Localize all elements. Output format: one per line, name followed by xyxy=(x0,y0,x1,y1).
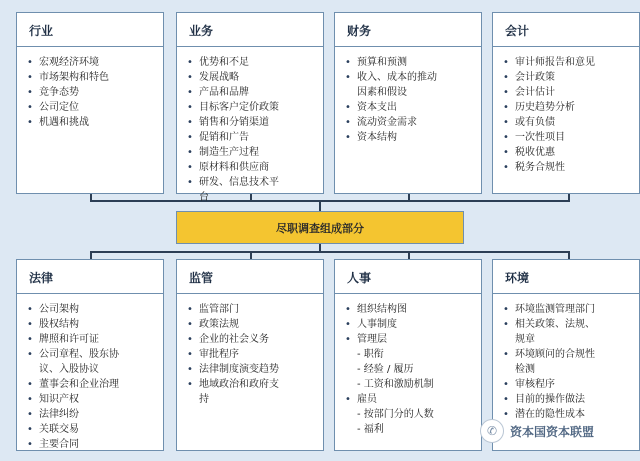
due-diligence-components-box: 尽职调查组成部分 xyxy=(176,211,464,244)
finance-box xyxy=(334,12,482,194)
hr-box xyxy=(334,259,482,451)
top-connector-drop-4 xyxy=(568,194,570,202)
list-item: • 牌照和许可证 xyxy=(27,332,163,347)
box-list xyxy=(493,294,639,422)
list-item: • 竞争态势 xyxy=(27,85,163,100)
box-list xyxy=(177,47,323,205)
list-item: • 潜在的隐性成本 xyxy=(503,407,639,422)
list-item: • 公司定位 xyxy=(27,100,163,115)
list-item: • 主要合同 xyxy=(27,437,163,452)
list-item: • 优势和不足 xyxy=(187,55,323,70)
watermark xyxy=(480,418,638,444)
box-title: 财务 xyxy=(335,13,481,47)
box-title: 行业 xyxy=(17,13,163,47)
list-item: • 知识产权 xyxy=(27,392,163,407)
list-item: • 关联交易 xyxy=(27,422,163,437)
box-list xyxy=(493,47,639,175)
list-item: • 环境顾问的合规性 检测 xyxy=(503,347,639,377)
list-item: • 会计政策 xyxy=(503,70,639,85)
list-item: • 法律纠纷 xyxy=(27,407,163,422)
list-item: • 相关政策、法规、 规章 xyxy=(503,317,639,347)
list-item: • 研发、信息技术平 台 xyxy=(187,175,323,205)
list-item: • 收入、成本的推动 因素和假设 xyxy=(345,70,481,100)
box-title: 人事 xyxy=(335,260,481,294)
list-item: • 资本结构 xyxy=(345,130,481,145)
top-connector-drop-1 xyxy=(90,194,92,202)
list-item: • 预算和预测 xyxy=(345,55,481,70)
list-item: • 税收优惠 xyxy=(503,145,639,160)
list-item: • 发展战略 xyxy=(187,70,323,85)
list-item: • 制造生产过程 xyxy=(187,145,323,160)
bottom-connector-drop-1 xyxy=(90,251,92,259)
list-item: • 地域政治和政府支 持 xyxy=(187,377,323,407)
bottom-connector-line xyxy=(90,251,568,253)
list-item: - 按部门分的人数 xyxy=(357,409,434,420)
list-item: • 原材料和供应商 xyxy=(187,160,323,175)
list-item: • 目前的操作做法 xyxy=(503,392,639,407)
list-item: • 董事会和企业治理 xyxy=(27,377,163,392)
list-item: - 职衔 xyxy=(357,349,384,360)
list-item: • 会计估计 xyxy=(503,85,639,100)
box-title: 监管 xyxy=(177,260,323,294)
list-item: • 公司架构 xyxy=(27,302,163,317)
list-item: • 人事制度 xyxy=(345,317,481,332)
list-item: • 历史趋势分析 xyxy=(503,100,639,115)
list-item: • 产品和品牌 xyxy=(187,85,323,100)
list-item: • 公司章程、股东协 议、入股协议 xyxy=(27,347,163,377)
box-list xyxy=(17,47,163,130)
box-list xyxy=(335,294,481,437)
list-item: • 法律制度演变趋势 xyxy=(187,362,323,377)
list-item: • 税务合规性 xyxy=(503,160,639,175)
industry-box xyxy=(16,12,164,194)
list-item: • 组织结构图 xyxy=(345,302,481,317)
box-title: 会计 xyxy=(493,13,639,47)
list-item: • 流动资金需求 xyxy=(345,115,481,130)
accounting-box xyxy=(492,12,640,194)
list-item: • 资本支出 xyxy=(345,100,481,115)
list-item: • 管理层 xyxy=(345,332,481,347)
list-item: • 市场架构和特色 xyxy=(27,70,163,85)
list-item: • 审计师报告和意见 xyxy=(503,55,639,70)
list-item: • 股权结构 xyxy=(27,317,163,332)
list-item: • 环境监测管理部门 xyxy=(503,302,639,317)
list-item: - 经验 / 履历 xyxy=(357,364,414,375)
box-list xyxy=(335,47,481,145)
list-item: • 企业的社会义务 xyxy=(187,332,323,347)
top-connector-line xyxy=(90,200,568,202)
list-item: • 促销和广告 xyxy=(187,130,323,145)
list-item: • 政策法规 xyxy=(187,317,323,332)
list-item: • 宏观经济环境 xyxy=(27,55,163,70)
list-item: - 福利 xyxy=(357,424,384,435)
list-item: • 监管部门 xyxy=(187,302,323,317)
list-item: • 机遇和挑战 xyxy=(27,115,163,130)
list-item: • 目标客户定价政策 xyxy=(187,100,323,115)
business-box xyxy=(176,12,324,203)
list-item: - 工资和激励机制 xyxy=(357,379,434,390)
box-title: 法律 xyxy=(17,260,163,294)
list-item: • 雇员 xyxy=(345,392,481,407)
box-list xyxy=(17,294,163,452)
list-item: • 审核程序 xyxy=(503,377,639,392)
list-item: • 审批程序 xyxy=(187,347,323,362)
legal-box xyxy=(16,259,164,451)
top-connector-drop-3 xyxy=(408,194,410,202)
list-item: • 销售和分销渠道 xyxy=(187,115,323,130)
box-title: 业务 xyxy=(177,13,323,47)
bottom-connector-drop-2 xyxy=(250,251,252,259)
list-item: • 或有负债 xyxy=(503,115,639,130)
bottom-connector-stem xyxy=(319,244,321,252)
regulation-box xyxy=(176,259,324,451)
list-item: • 一次性项目 xyxy=(503,130,639,145)
box-list xyxy=(177,294,323,407)
bottom-connector-drop-3 xyxy=(408,251,410,259)
wechat-icon: ✆ xyxy=(480,419,504,443)
box-title: 环境 xyxy=(493,260,639,294)
watermark-text: 资本国资本联盟 xyxy=(510,424,595,439)
bottom-connector-drop-4 xyxy=(568,251,570,259)
